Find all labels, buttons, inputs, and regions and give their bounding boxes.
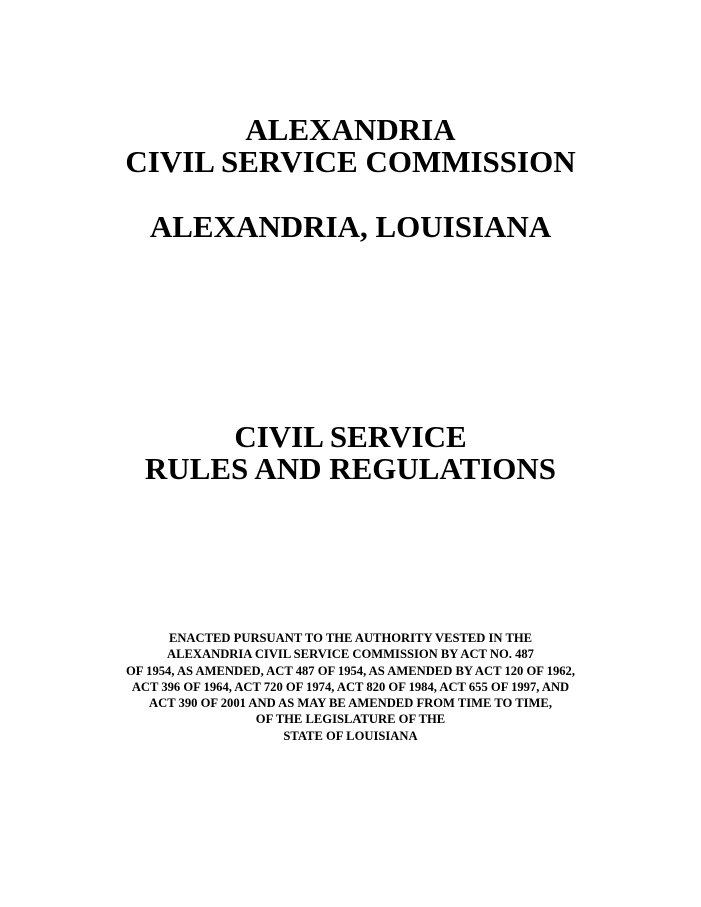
enactment-line: OF THE LEGISLATURE OF THE xyxy=(255,712,446,727)
location-text: ALEXANDRIA, LOUISIANA xyxy=(149,209,552,244)
commission-heading xyxy=(0,114,701,178)
document-title-line-2: RULES AND REGULATIONS xyxy=(144,451,557,486)
enactment-line: ACT 396 OF 1964, ACT 720 OF 1974, ACT 820 OF 1984, ACT 655 OF 1997, AND xyxy=(131,679,570,694)
enactment-line: STATE OF LOUISIANA xyxy=(283,728,418,743)
enactment-line: ENACTED PURSUANT TO THE AUTHORITY VESTED IN THE xyxy=(168,631,533,645)
enactment-statement xyxy=(0,630,701,744)
enactment-line: ALEXANDRIA CIVIL SERVICE COMMISSION BY ACT NO. 487 xyxy=(167,647,534,662)
heading-line-commission: CIVIL SERVICE COMMISSION xyxy=(125,144,576,179)
document-title xyxy=(0,421,701,485)
document-title-line-1: CIVIL SERVICE xyxy=(234,419,467,454)
enactment-line: OF 1954, AS AMENDED, ACT 487 OF 1954, AS AMENDED BY ACT 120 OF 1962, xyxy=(126,663,575,678)
heading-line-city: ALEXANDRIA xyxy=(245,112,456,147)
location-heading xyxy=(0,211,701,243)
enactment-line: ACT 390 OF 2001 AND AS MAY BE AMENDED FROM TIME TO TIME, xyxy=(149,696,552,711)
